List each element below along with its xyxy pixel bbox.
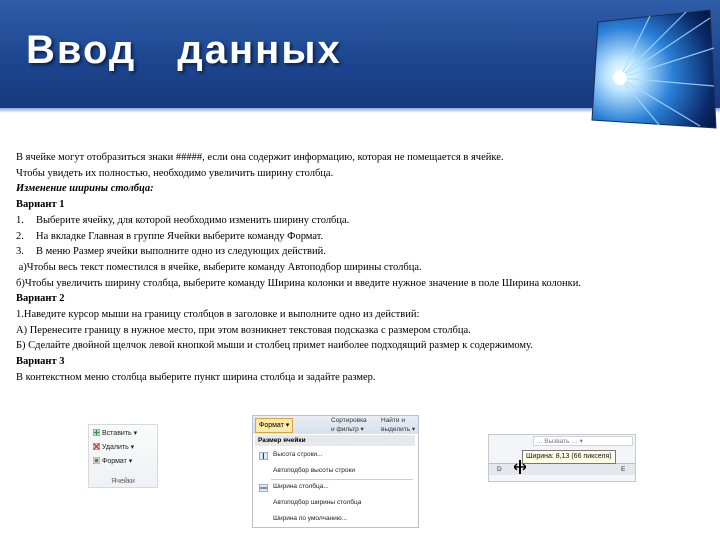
column-header-row <box>489 463 635 475</box>
menu-item: Ширина столбца... <box>273 483 329 490</box>
column-resize-screenshot <box>488 434 636 482</box>
paragraph: А) Перенесите границу в нужное место, при этом возникнет текстовая подсказка с размером столбца. <box>16 324 471 336</box>
menu-item: Высота строки... <box>273 451 323 458</box>
list-item: 2. На вкладке Главная в группе Ячейки выберите команду Формат. <box>16 230 324 242</box>
variant-heading: Вариант 3 <box>16 356 65 368</box>
variant-heading: Вариант 2 <box>16 293 65 305</box>
paragraph: В контекстном меню столбца выберите пункт ширина столбца и задайте размер. <box>16 371 376 383</box>
insert-icon <box>93 429 100 436</box>
menu-separator <box>271 479 413 480</box>
slide-title: Ввод данных <box>26 28 342 72</box>
group-label: Ячейки <box>111 478 135 485</box>
list-item: 3. В меню Размер ячейки выполните одно из следующих действий. <box>16 246 326 258</box>
format-button: Формат ▾ <box>255 418 293 433</box>
paragraph: Б) Сделайте двойной щелчок левой кнопкой мыши и столбец примет наиболее подходящий размер к содержимому. <box>16 340 533 352</box>
paragraph: а)Чтобы весь текст поместился в ячейке, выберите команду Автоподбор ширины столбца. <box>16 261 422 273</box>
format-icon <box>93 457 100 464</box>
row-height-icon <box>259 452 268 460</box>
section-heading: Изменение ширины столбца: <box>16 183 154 195</box>
list-item: 1. Выберите ячейку, для которой необходимо изменить ширину столбца. <box>16 214 350 226</box>
format-row: Формат ▾ <box>93 457 132 465</box>
menu-item: Ширина по умолчанию... <box>273 515 348 522</box>
delete-row: Удалить ▾ <box>93 443 134 451</box>
variant-heading: Вариант 1 <box>16 199 65 211</box>
paragraph: Чтобы увидеть их полностью, необходимо увеличить ширину столбца. <box>16 167 334 179</box>
column-label: E <box>621 466 626 473</box>
width-tooltip: Ширина: 8,13 (66 пикселя) <box>522 450 616 464</box>
column-label: D <box>497 466 502 473</box>
paragraph: 1.Наведите курсор мыши на границу столбцов в заголовке и выполните одно из действий: <box>16 309 420 321</box>
insert-row: Вставить ▾ <box>93 429 137 437</box>
paragraph: В ячейке могут отобразиться знаки #####, если она содержит информацию, которая не помещается в ячейке. <box>16 152 504 163</box>
column-width-icon <box>259 484 268 492</box>
paragraph: б)Чтобы увеличить ширину столбца, выберите команду Ширина колонки и введите нужное значение в поле Ширина колонки. <box>16 277 581 289</box>
tunnel-decoration <box>590 8 718 134</box>
resize-cursor-icon <box>514 460 526 474</box>
ribbon-dropdown: … Вызвать … ▾ <box>533 436 633 446</box>
cells-group-screenshot <box>88 424 158 488</box>
menu-item: Автоподбор высоты строки <box>273 467 356 474</box>
format-menu-screenshot: Формат ▾ Сортировка и фильтр ▾ Найти и выделить ▾ Размер ячейки Высота строки... Автоподбор высоты строки Ширина столбца... Автоподбор ширины столбца Ширина по умолчанию... <box>252 415 419 528</box>
menu-item: Автоподбор ширины столбца <box>273 499 362 506</box>
slide-text <box>16 150 698 386</box>
delete-icon <box>93 443 100 450</box>
menu-section-header: Размер ячейки <box>255 435 415 446</box>
